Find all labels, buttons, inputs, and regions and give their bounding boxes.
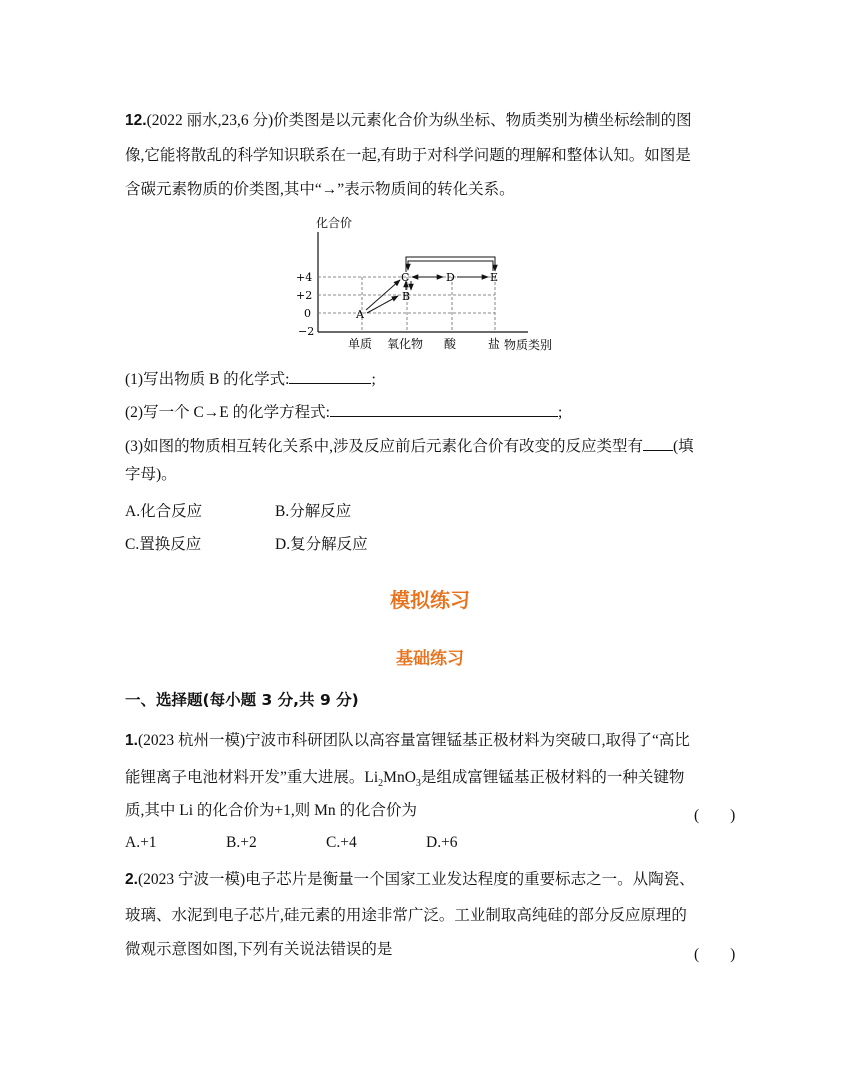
y-tick-plus2: +2 xyxy=(296,289,313,302)
x-tick-salt: 盐 xyxy=(488,337,501,351)
x-tick-acid: 酸 xyxy=(444,337,457,351)
q12-number: 12. xyxy=(125,112,147,129)
q12-sub2-end: ; xyxy=(557,404,563,421)
q2-number: 2. xyxy=(125,871,138,888)
q1-stem-1: (2023 杭州一模)宁波市科研团队以高容量富锂锰基正极材料为突破口,取得了“高比 xyxy=(137,732,690,749)
q1-option-c[interactable]: C.+4 xyxy=(326,834,357,851)
point-E: E xyxy=(490,271,499,284)
q12-sub3 xyxy=(125,436,694,455)
q1-stem-2c: 是组成富锂锰基正极材料的一种关键物 xyxy=(420,769,685,786)
point-C: C xyxy=(401,271,410,284)
q1-stem-2 xyxy=(125,770,684,789)
q2-stem-1: (2023 宁波一模)电子芯片是衡量一个国家工业发达程度的重要标志之一。从陶瓷、 xyxy=(137,871,695,888)
section-heading: 一、选择题(每小题 3 分,共 9 分) xyxy=(125,691,359,709)
q12-sub1-text: (1)写出物质 B 的化学式: xyxy=(125,371,290,388)
q12-line1 xyxy=(125,113,692,129)
q12-sub1-end: ; xyxy=(371,371,376,388)
q1-option-d[interactable]: D.+6 xyxy=(426,834,458,851)
y-tick-zero: 0 xyxy=(304,307,311,320)
q1-option-a[interactable]: A.+1 xyxy=(125,834,157,851)
x-axis-title: 物质类别 xyxy=(504,338,553,352)
q2-stem-3: 微观示意图如图,下列有关说法错误的是 xyxy=(125,941,393,958)
q1-number: 1. xyxy=(125,732,138,749)
valence-class-diagram xyxy=(290,210,570,355)
title-main: 模拟练习 xyxy=(390,588,470,612)
q1-stem-2b: MnO xyxy=(383,769,416,786)
q12-sub3-text: (3)如图的物质相互转化关系中,涉及反应前后元素化合价有改变的反应类型有 xyxy=(125,438,643,455)
title-sub: 基础练习 xyxy=(396,649,464,669)
q12-sub3-blank[interactable] xyxy=(643,436,673,451)
q1-sub-3: 3 xyxy=(415,778,421,790)
q12-sub3-line2: 字母)。 xyxy=(125,466,177,483)
q2-line1 xyxy=(125,872,695,888)
q12-sub2 xyxy=(125,402,562,421)
q2-stem-2: 玻璃、水泥到电子芯片,硅元素的用途非常广泛。工业制取高纯硅的部分反应原理的 xyxy=(125,907,687,924)
q12-sub2-text: (2)写一个 C→E 的化学方程式: xyxy=(125,404,330,421)
q12-sub3-after: (填 xyxy=(672,438,694,455)
q1-line1 xyxy=(125,733,690,749)
y-axis-title: 化合价 xyxy=(316,216,353,230)
q12-option-b[interactable]: B.分解反应 xyxy=(275,503,352,520)
y-tick-plus4: +4 xyxy=(296,271,313,284)
q1-sub-2: 2 xyxy=(378,778,384,790)
q1-answer-paren[interactable]: ( ) xyxy=(694,807,736,824)
point-B: B xyxy=(402,290,411,303)
q12-option-a[interactable]: A.化合反应 xyxy=(125,503,203,520)
point-A: A xyxy=(356,308,364,321)
y-tick-minus2: −2 xyxy=(298,325,315,338)
arrow-C-to-E-bracket xyxy=(406,257,495,272)
q1-stem-2a: 能锂离子电池材料开发”重大进展。Li xyxy=(125,769,379,786)
q1-stem-3: 质,其中 Li 的化合价为+1,则 Mn 的化合价为 xyxy=(125,802,418,819)
q12-option-c[interactable]: C.置换反应 xyxy=(125,536,202,553)
q12-option-d[interactable]: D.复分解反应 xyxy=(275,536,368,553)
q12-sub1 xyxy=(125,369,376,388)
q1-option-b[interactable]: B.+2 xyxy=(226,834,257,851)
x-tick-oxide: 氧化物 xyxy=(387,337,424,351)
q12-sub1-blank[interactable] xyxy=(289,369,371,384)
arrow-E-to-C-bracket xyxy=(408,261,493,271)
q12-stem-1: (2022 丽水,23,6 分)价类图是以元素化合价为纵坐标、物质类别为横坐标绘制的图 xyxy=(146,112,692,129)
q12-stem-2: 像,它能将散乱的科学知识联系在一起,有助于对科学问题的理解和整体认知。如图是 xyxy=(125,147,691,164)
q2-answer-paren[interactable]: ( ) xyxy=(694,946,736,963)
point-D: D xyxy=(446,271,455,284)
x-tick-elem: 单质 xyxy=(348,337,373,351)
q12-stem-3: 含碳元素物质的价类图,其中“→”表示物质间的转化关系。 xyxy=(125,181,515,198)
q12-sub2-blank[interactable] xyxy=(330,402,558,417)
